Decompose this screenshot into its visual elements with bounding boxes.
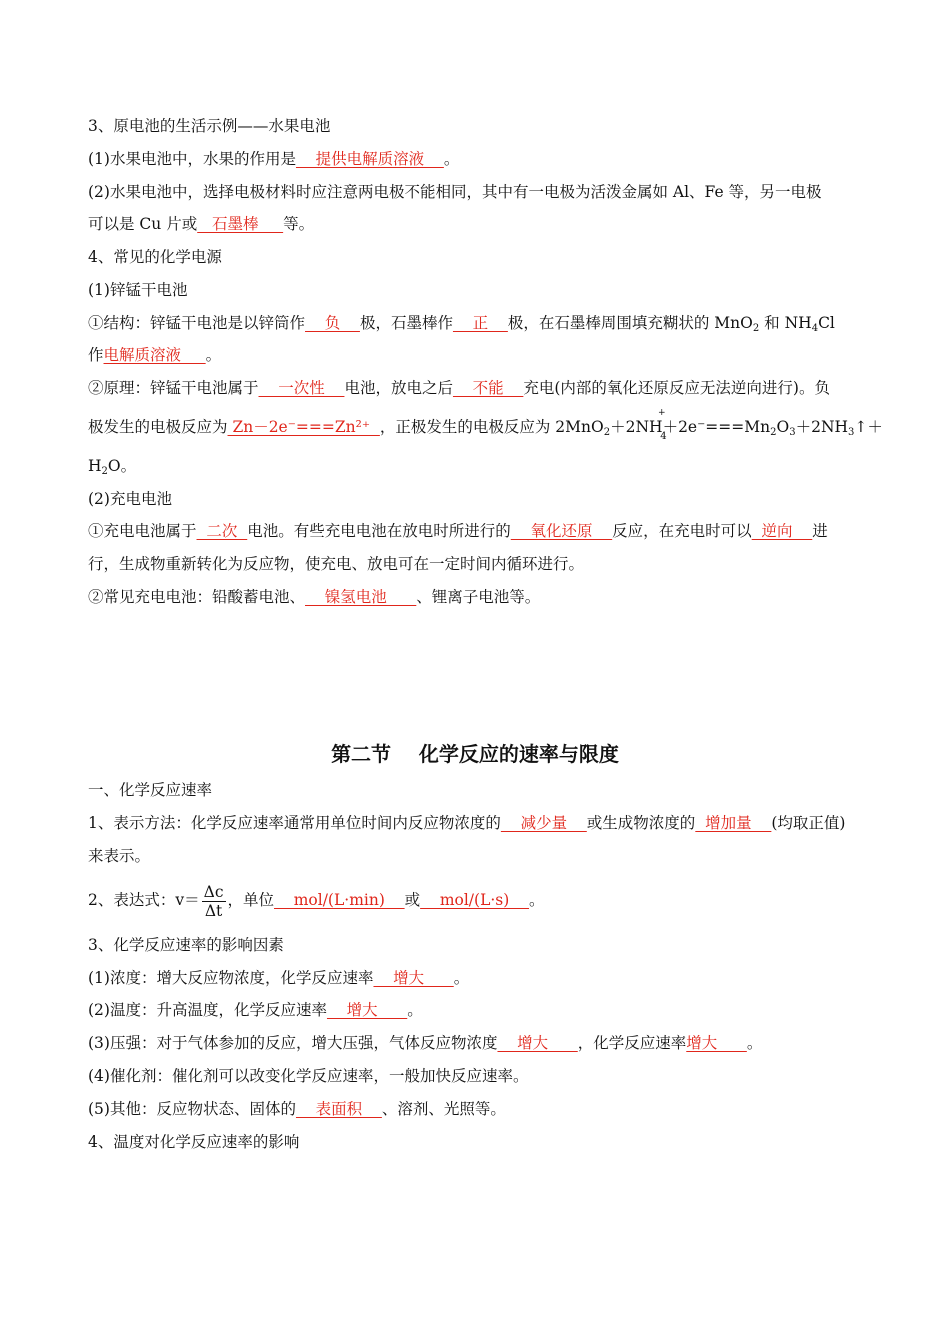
answer-blank: 增大 xyxy=(373,969,454,987)
fruit-battery-q1: (1)水果电池中，水果的作用是 提供电解质溶液 。 xyxy=(88,150,460,168)
answer-blank: 表面积 xyxy=(295,1100,382,1118)
factor-concentration: (1)浓度：增大反应物浓度，化学反应速率 增大 。 xyxy=(88,969,470,987)
answer-blank: mol/(L·s) xyxy=(420,891,530,909)
factor-temperature: (2)温度：升高温度，化学反应速率 增大 。 xyxy=(88,1001,423,1019)
rechargeable-line3: ②常见充电电池：铅酸蓄电池、 镍氢电池 、锂离子电池等。 xyxy=(88,588,541,606)
answer-blank: 逆向 xyxy=(751,522,813,540)
section-3-heading: 3、原电池的生活示例——水果电池 xyxy=(88,117,331,135)
structure-line2: 作电解质溶液 。 xyxy=(88,346,222,364)
answer-blank: 石墨棒 xyxy=(197,215,284,233)
factor-catalyst: (4)催化剂：催化剂可以改变化学反应速率，一般加快反应速率。 xyxy=(88,1067,529,1085)
answer-blank: 镍氢电池 xyxy=(305,588,417,606)
answer-blank: 增大 xyxy=(686,1034,747,1052)
section-title: 第二节 化学反应的速率与限度 xyxy=(331,742,619,766)
answer-blank: 正 xyxy=(452,314,508,332)
principle-line3: $H_2O$。 xyxy=(88,457,137,477)
rate-definition-line2: 来表示。 xyxy=(88,847,151,865)
fruit-battery-q2-line1: (2)水果电池中，选择电极材料时应注意两电极不能相同，其中有一电极为活泼金属如 Al、Fe 等，另一电极 xyxy=(88,183,822,201)
answer-blank: 负 xyxy=(305,314,360,332)
factors-heading: 3、化学反应速率的影响因素 xyxy=(88,936,284,954)
answer-blank: 增大 xyxy=(497,1034,578,1052)
answer-blank: Zn－2e⁻===Zn²⁺ xyxy=(227,418,380,436)
rechargeable-line1: ①充电电池属于 二次 电池。有些充电电池在放电时所进行的 氧化还原 反应，在充电时可以 逆向 进 xyxy=(88,522,828,540)
temperature-effect-heading: 4、温度对化学反应速率的影响 xyxy=(88,1133,300,1151)
answer-blank: 一次性 xyxy=(258,379,345,397)
answer-blank: 二次 xyxy=(196,522,248,540)
factor-pressure: (3)压强：对于气体参加的反应，增大压强，气体反应物浓度 增大 ，化学反应速率增大 。 xyxy=(88,1034,763,1052)
answer-blank: mol/(L·min) xyxy=(274,891,405,909)
rate-expression: 2、表达式：v＝ $\frac{\Delta c}{\Delta t}$ ，单位 mol/(L·min) 或 mol/(L·s) 。 xyxy=(88,882,545,920)
rate-heading: 一、化学反应速率 xyxy=(88,781,213,799)
fruit-battery-q2-line2: 可以是 Cu 片或 石墨棒 等。 xyxy=(88,215,315,233)
principle-line2: 极发生的电极反应为 Zn－2e⁻===Zn²⁺ ，正极发生的电极反应为 2MnO$_2$＋2NH + 4 $+2e^-===Mn_2O_3+2NH_3↑+$ xyxy=(88,408,883,442)
rechargeable-heading: (2)充电电池 xyxy=(88,490,172,508)
rechargeable-line2: 行，生成物重新转化为反应物，使充电、放电可在一定时间内循环进行。 xyxy=(88,555,585,573)
answer-blank: 减少量 xyxy=(500,814,587,832)
answer-blank: 不能 xyxy=(452,379,524,397)
delta-fraction: $\frac{\Delta c}{\Delta t}$ xyxy=(203,882,224,920)
answer-blank: 增加量 xyxy=(695,814,772,832)
answer-blank: 氧化还原 xyxy=(510,522,613,540)
answer-blank: 增大 xyxy=(326,1001,408,1019)
principle-line1: ②原理：锌锰干电池属于 一次性 电池，放电之后 不能 充电(内部的氧化还原反应无法逆向进行)。负 xyxy=(88,379,830,397)
factor-other: (5)其他：反应物状态、固体的 表面积 、溶剂、光照等。 xyxy=(88,1100,506,1118)
answer-blank: 电解质溶液 xyxy=(103,346,206,364)
rate-definition-line1: 1、表示方法：化学反应速率通常用单位时间内反应物浓度的 减少量 或生成物浓度的 增加量 (均取正值) xyxy=(88,814,846,832)
structure-line1: ①结构：锌锰干电池是以锌筒作 负 极，石墨棒作 正 极，在石墨棒周围填充糊状的 MnO$_2$ 和 $NH_4Cl$ xyxy=(88,314,835,334)
answer-blank: 提供电解质溶液 xyxy=(295,150,444,168)
zinc-manganese-heading: (1)锌锰干电池 xyxy=(88,281,188,299)
section-4-heading: 4、常见的化学电源 xyxy=(88,248,222,266)
